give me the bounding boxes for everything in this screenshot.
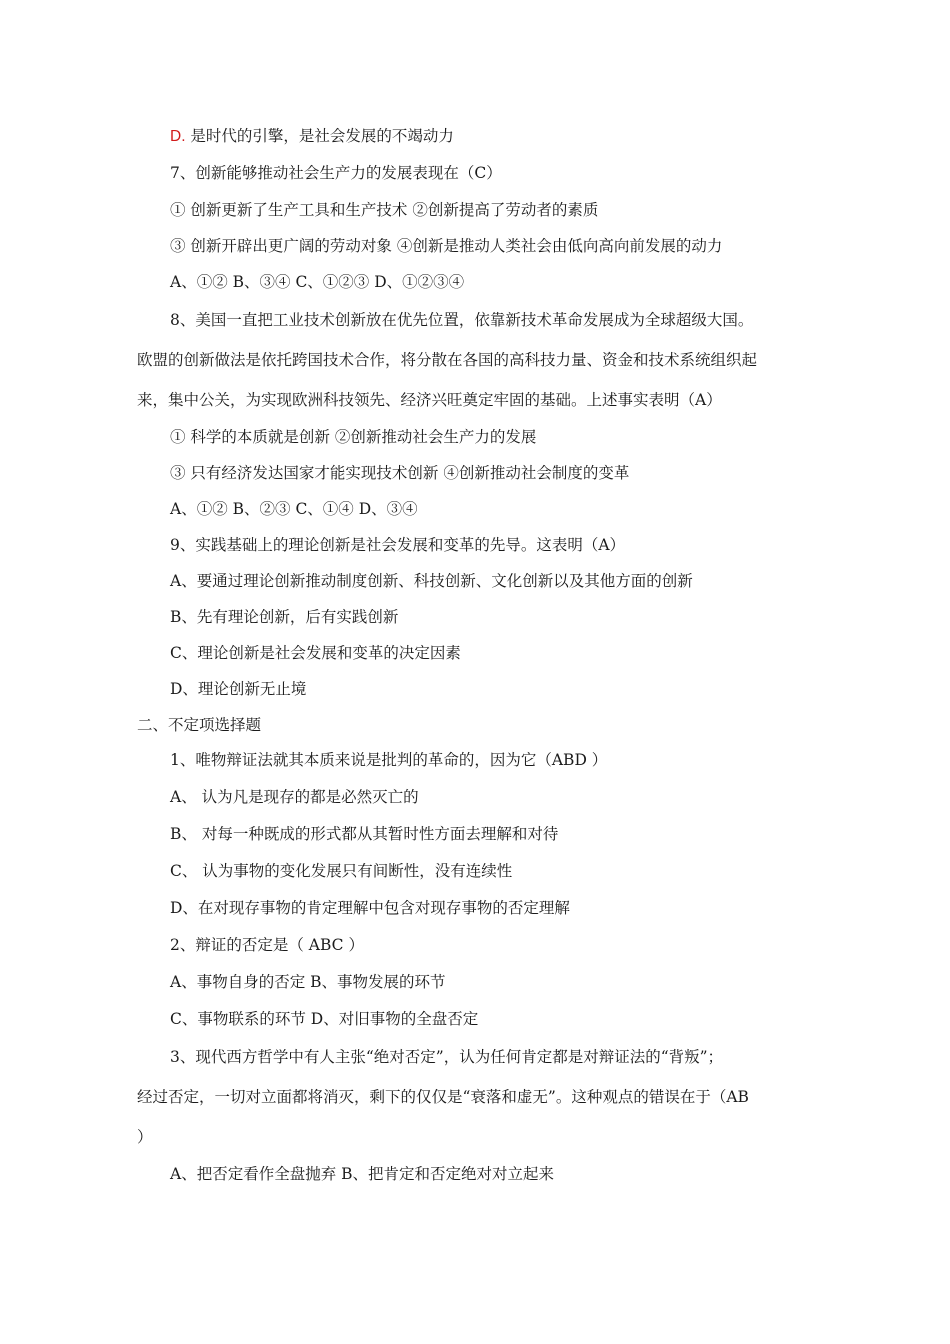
s2q2-options-1: A、事物自身的否定 B、事物发展的环节 bbox=[170, 973, 446, 991]
section-heading: 二、不定项选择题 bbox=[137, 716, 262, 734]
q9-option-c: C、理论创新是社会发展和变革的决定因素 bbox=[170, 644, 461, 662]
s2q1-option-a: A、 认为凡是现存的都是必然灭亡的 bbox=[170, 788, 419, 806]
q8-statements-2: ③ 只有经济发达国家才能实现技术创新 ④创新推动社会制度的变革 bbox=[170, 464, 630, 482]
q7-options: A、①② B、③④ C、①②③ D、①②③④ bbox=[170, 273, 465, 291]
s2q1-option-c: C、 认为事物的变化发展只有间断性，没有连续性 bbox=[170, 862, 513, 880]
q9-option-b: B、先有理论创新，后有实践创新 bbox=[170, 608, 399, 626]
option-d-label: D. bbox=[170, 128, 186, 145]
question-8-line-2: 欧盟的创新做法是依托跨国技术合作，将分散在各国的高科技力量、资金和技术系统组织起 bbox=[137, 351, 758, 369]
section2-question-3-line-2: 经过否定，一切对立面都将消灭，剩下的仅仅是“衰落和虚无”。这种观点的错误在于（AB bbox=[137, 1088, 749, 1106]
q7-statements-1: ① 创新更新了生产工具和生产技术 ②创新提高了劳动者的素质 bbox=[170, 201, 599, 219]
option-d-line bbox=[170, 126, 454, 147]
section2-question-3-line-3: ） bbox=[137, 1128, 153, 1146]
question-8-line-1: 8、美国一直把工业技术创新放在优先位置，依靠新技术革命发展成为全球超级大国。 bbox=[170, 311, 754, 329]
option-d-text: 是时代的引擎，是社会发展的不竭动力 bbox=[185, 127, 454, 145]
question-9: 9、实践基础上的理论创新是社会发展和变革的先导。这表明（A） bbox=[170, 536, 626, 554]
s2q2-options-2: C、事物联系的环节 D、对旧事物的全盘否定 bbox=[170, 1010, 479, 1028]
q9-option-a: A、要通过理论创新推动制度创新、科技创新、文化创新以及其他方面的创新 bbox=[170, 572, 693, 590]
section2-question-1: 1、唯物辩证法就其本质来说是批判的革命的，因为它（ABD ） bbox=[170, 751, 608, 769]
section2-question-2: 2、辩证的否定是（ ABC ） bbox=[170, 936, 364, 954]
s2q3-options: A、把否定看作全盘抛弃 B、把肯定和否定绝对对立起来 bbox=[170, 1165, 555, 1183]
s2q1-option-b: B、 对每一种既成的形式都从其暂时性方面去理解和对待 bbox=[170, 825, 559, 843]
q7-statements-2: ③ 创新开辟出更广阔的劳动对象 ④创新是推动人类社会由低向高向前发展的动力 bbox=[170, 237, 723, 255]
q8-options: A、①② B、②③ C、①④ D、③④ bbox=[170, 500, 418, 518]
s2q1-option-d: D、在对现存事物的肯定理解中包含对现存事物的否定理解 bbox=[170, 899, 570, 917]
q8-statements-1: ① 科学的本质就是创新 ②创新推动社会生产力的发展 bbox=[170, 428, 537, 446]
question-8-line-3: 来，集中公关，为实现欧洲科技领先、经济兴旺奠定牢固的基础。上述事实表明（A） bbox=[137, 391, 722, 409]
q9-option-d: D、理论创新无止境 bbox=[170, 680, 307, 698]
question-7: 7、创新能够推动社会生产力的发展表现在（C） bbox=[170, 164, 502, 182]
section2-question-3-line-1: 3、现代西方哲学中有人主张“绝对否定”，认为任何肯定都是对辩证法的“背叛”； bbox=[170, 1048, 724, 1066]
